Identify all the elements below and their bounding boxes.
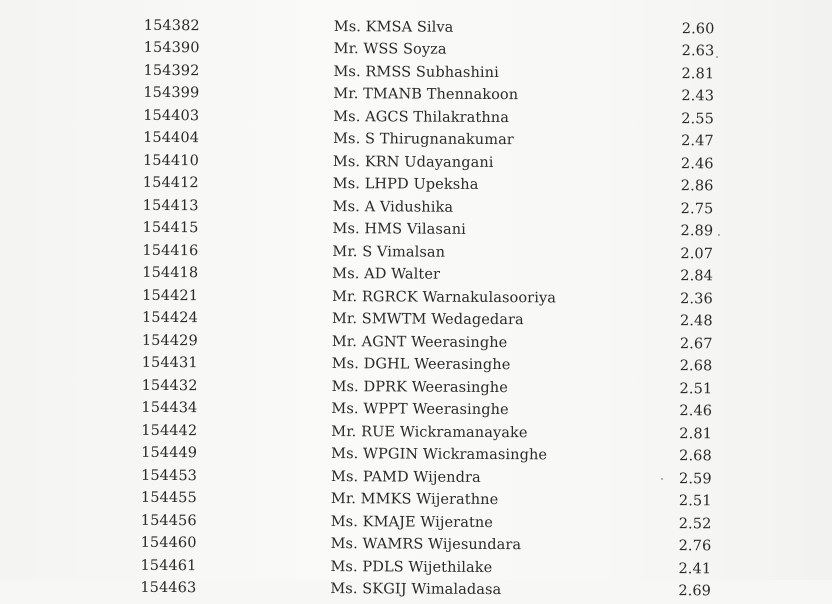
gpa-value: 2.07 [680,245,714,262]
student-name: Ms. SKGIJ Wimaladasa [330,581,502,599]
student-name: Ms. WPPT Weerasinghe [331,401,509,419]
student-name: Ms. DPRK Weerasinghe [331,378,508,396]
index-number: 154431 [141,354,198,372]
index-number: 154413 [142,197,199,214]
index-number: 154421 [142,287,199,304]
index-number: 154455 [140,489,197,507]
gpa-value: 2.84 [680,268,714,285]
index-number: 154442 [141,422,198,439]
student-name: Ms. PAMD Wijendra [330,468,481,486]
gpa-value: 2.69 [678,583,712,600]
student-name: Mr. TMANB Thennakoon [333,86,519,104]
gpa-value: 2.76 [678,538,712,555]
gpa-value: 2.63 [681,43,715,60]
index-number: 154403 [143,107,200,124]
student-name: Ms. KMAJE Wijeratne [330,513,494,531]
index-number: 154434 [141,399,198,417]
index-number: 154390 [143,39,200,57]
scan-speck [718,234,720,236]
gpa-value: 2.59 [678,470,712,487]
student-name: Ms. WPGIN Wickramasinghe [331,446,548,464]
gpa-value: 2.51 [678,493,712,510]
gpa-value: 2.89 [680,223,714,240]
gpa-value: 2.43 [681,88,715,105]
index-number: 154410 [142,152,199,169]
gpa-value: 2.36 [680,290,713,307]
index-number: 154382 [143,17,200,34]
index-number: 154392 [143,62,200,79]
student-name: Ms. AD Walter [332,266,441,283]
index-number: 154461 [140,557,197,574]
gpa-value: 2.75 [680,200,714,217]
student-name: Mr. RUE Wickramanayake [331,423,528,441]
student-name: Ms. KMSA Silva [333,18,454,36]
student-name: Mr. RGRCK Warnakulasooriya [332,288,557,306]
student-name: Ms. HMS Vilasani [332,221,466,238]
student-name: Ms. LHPD Upeksha [332,176,479,193]
gpa-value: 2.81 [681,65,715,82]
index-number: 154463 [140,579,197,597]
student-name: Ms. KRN Udayangani [332,153,494,171]
gpa-value: 2.48 [679,313,713,330]
scan-speck [661,478,663,480]
student-name: Ms. S Thirugnanakumar [333,131,514,149]
student-name: Ms. AGCS Thilakrathna [333,108,510,126]
index-number: 154404 [143,129,200,147]
index-number: 154416 [142,242,199,259]
index-number: 154460 [140,534,197,552]
index-number: 154415 [142,219,199,237]
gpa-value: 2.46 [680,155,714,172]
student-name: Ms. DGHL Weerasinghe [331,356,511,374]
student-name: Mr. MMKS Wijerathne [330,491,499,509]
gpa-value: 2.47 [681,133,714,150]
index-number: 154432 [141,377,198,394]
gpa-value: 2.51 [679,380,713,397]
scan-speck [716,56,718,58]
student-name: Mr. SMWTM Wedagedara [331,311,524,329]
gpa-value: 2.55 [681,110,714,127]
table-row [0,576,828,604]
index-number: 154453 [140,467,198,484]
student-name: Ms. RMSS Subhashini [333,63,499,81]
index-number: 154418 [142,264,199,282]
index-number: 154456 [140,512,197,529]
gpa-value: 2.41 [678,560,712,577]
index-number: 154449 [141,444,198,462]
index-number: 154429 [141,332,198,349]
gpa-value: 2.67 [679,335,713,352]
index-number: 154424 [141,309,199,327]
student-name: Mr. WSS Soyza [333,41,447,58]
student-name: Mr. AGNT Weerasinghe [331,333,508,351]
gpa-value: 2.46 [679,403,713,420]
student-name: Ms. WAMRS Wijesundara [330,536,522,554]
gpa-value: 2.81 [679,425,713,442]
index-number: 154399 [143,84,200,102]
index-number: 154412 [142,174,199,192]
gpa-value: 2.68 [679,448,712,465]
student-name: Mr. S Vimalsan [332,243,446,261]
student-name: Ms. PDLS Wijethilake [330,558,493,576]
gpa-value: 2.52 [678,515,712,532]
gpa-value: 2.86 [680,178,714,195]
student-name: Ms. A Vidushika [332,198,454,216]
gpa-value: 2.60 [681,20,715,37]
gpa-value: 2.68 [679,358,713,375]
